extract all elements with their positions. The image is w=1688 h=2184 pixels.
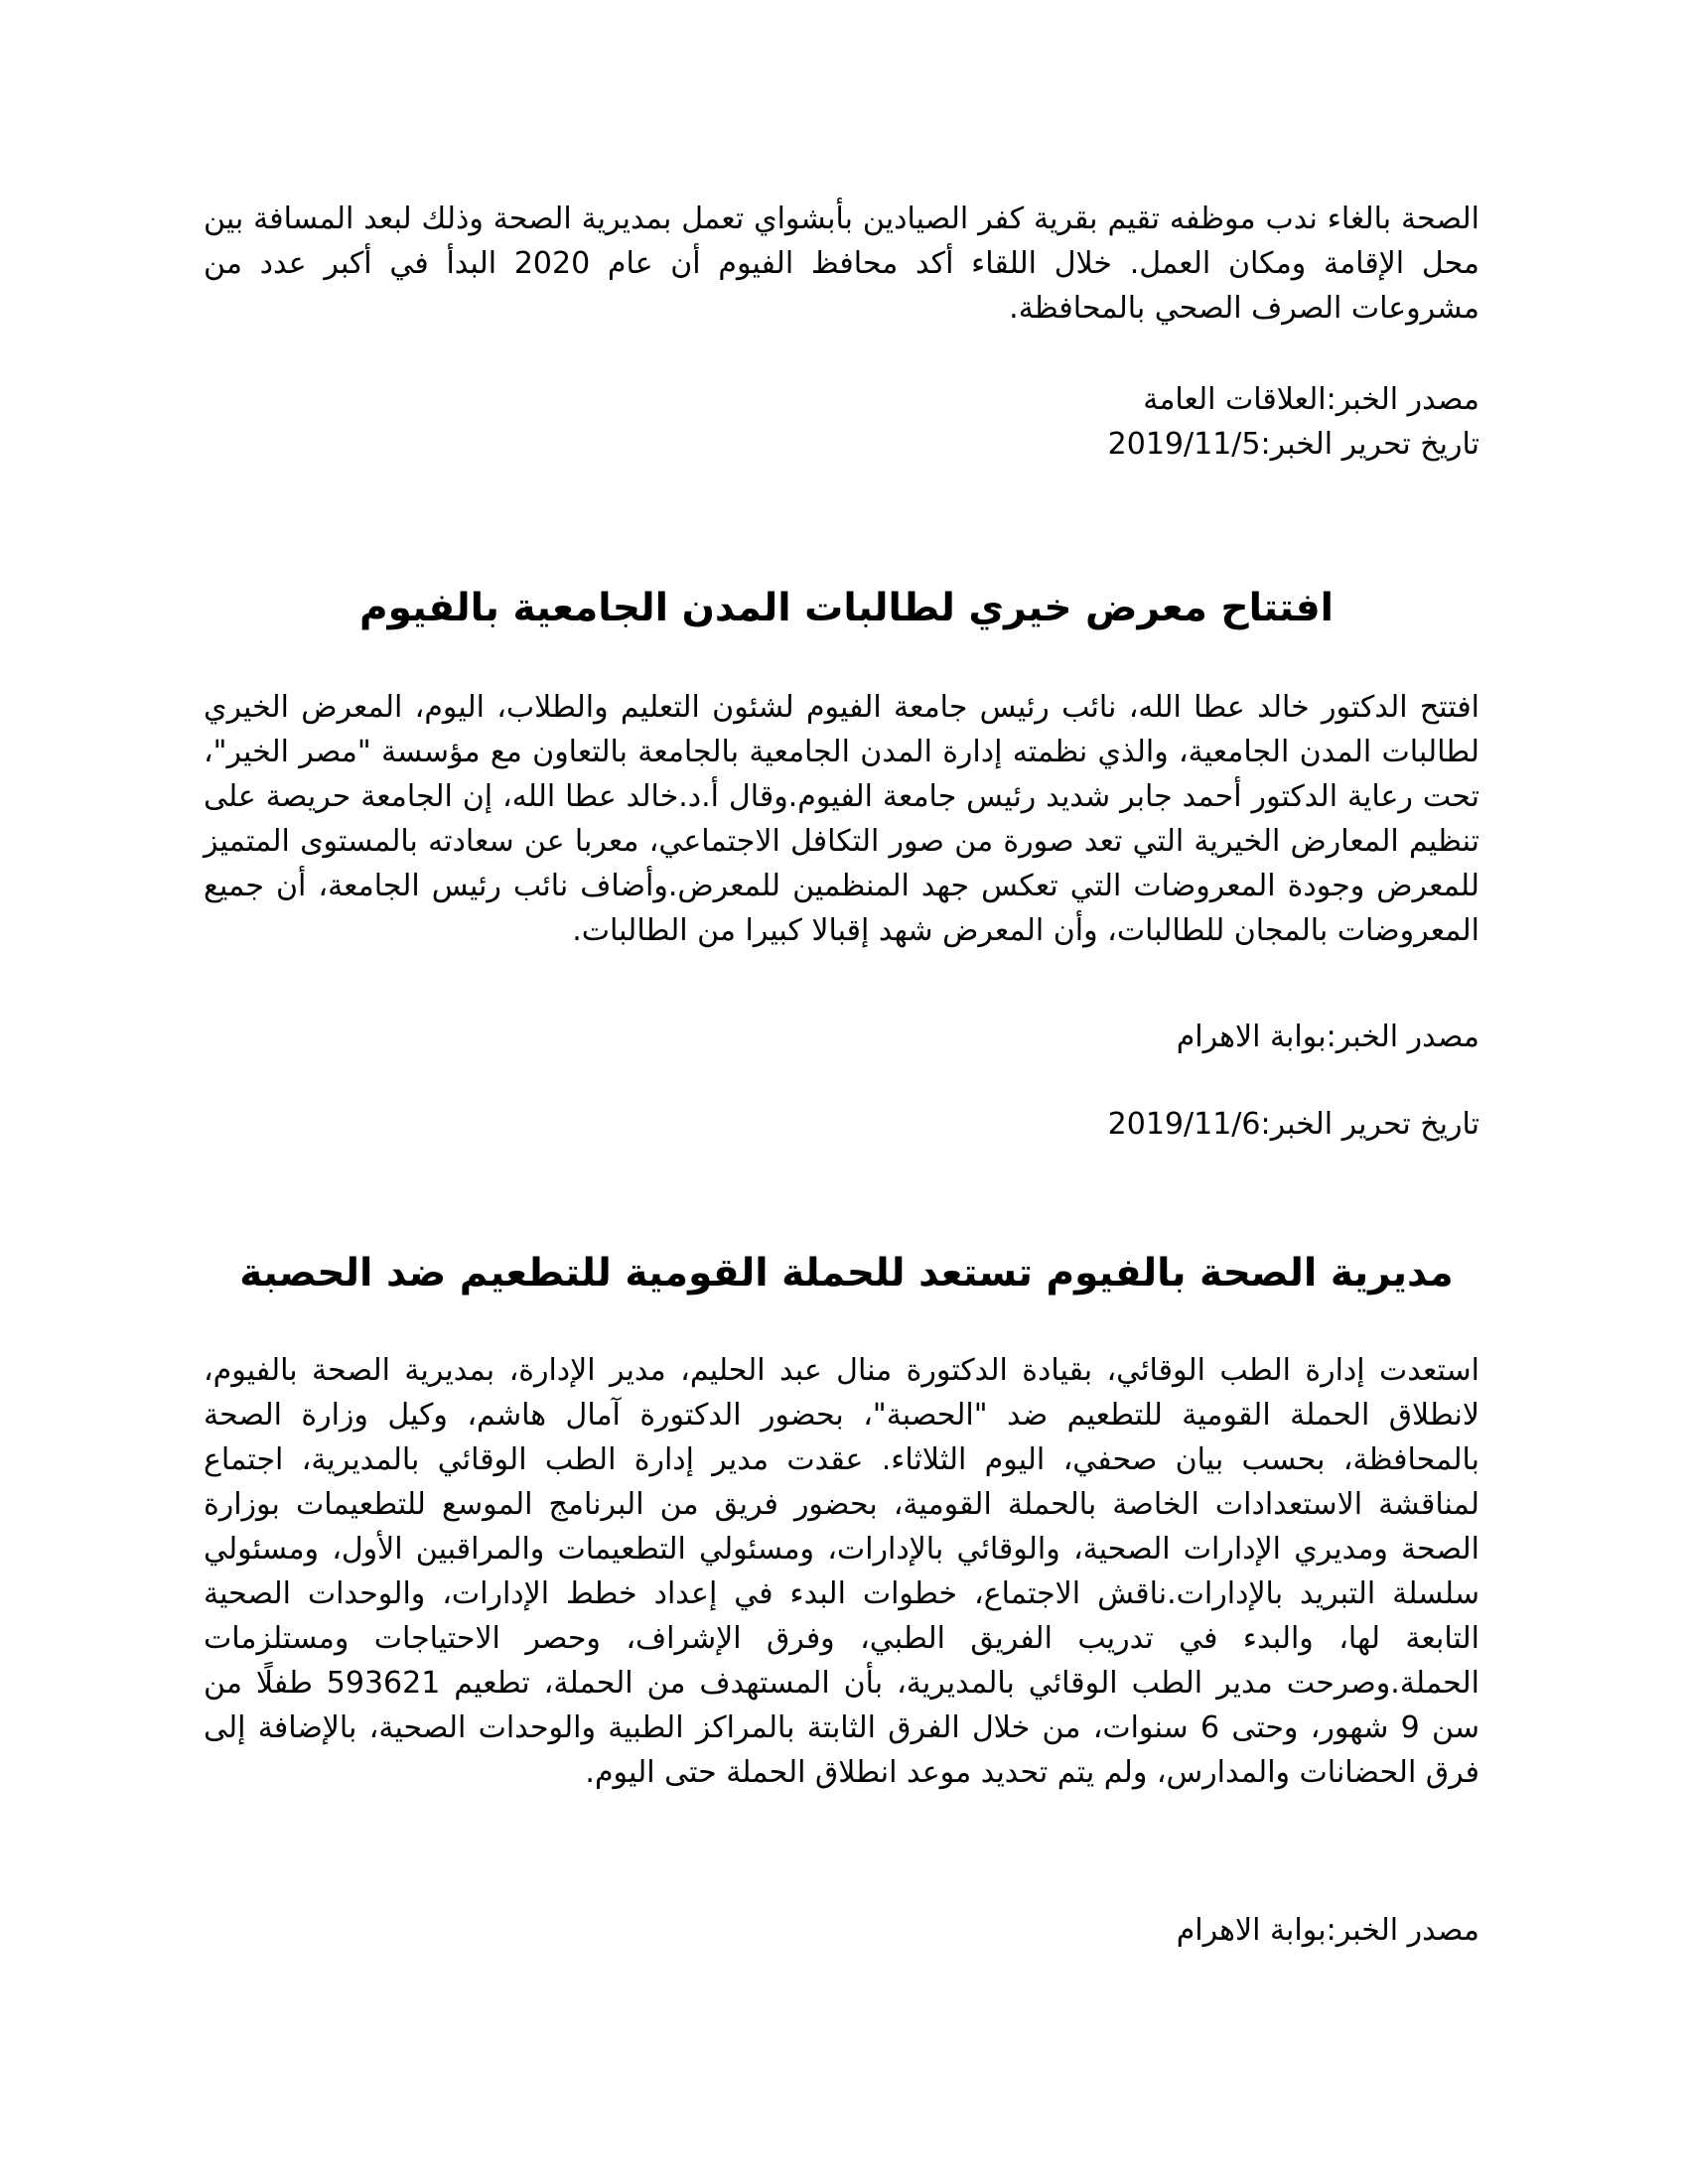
article-2-source: مصدر الخبر:بوابة الاهرام xyxy=(1176,1020,1479,1054)
article-3-title: مديرية الصحة بالفيوم تستعد للحملة القومية للتطعيم ضد الحصبة xyxy=(239,1251,1454,1296)
article-2-body: افتتح الدكتور خالد عطا الله، نائب رئيس جامعة الفيوم لشئون التعليم والطلاب، اليوم، المعرض الخيري لطالبات المدن الجامعية، والذي نظمته إدارة المدن الجامعية بالجامعة بالتعاون مع مؤسسة "مصر الخير"، تحت رعاية الدكتور أحمد جابر شديد رئيس جامعة الفيوم.وقال أ.د.خالد عطا الله، إن الجامعة حريصة على تنظيم المعارض الخيرية التي تعد صورة من صور التكافل الاجتماعي، معربا عن سعادته بالمستوى المتميز للمعرض وجودة المعروضات التي تعكس جهد المنظمين للمعرض.وأضاف نائب رئيس الجامعة، أن جميع المعروضات بالمجان للطالبات، وأن المعرض شهد إقبالا كبيرا من الطالبات. xyxy=(204,690,1479,948)
article-1-date: تاريخ تحرير الخبر:2019/11/5 xyxy=(1107,427,1479,462)
article-3-body: استعدت إدارة الطب الوقائي، بقيادة الدكتورة منال عبد الحليم، مدير الإدارة، بمديرية الصحة بالفيوم، لانطلاق الحملة القومية للتطعيم ضد "الحصبة"، بحضور الدكتورة آمال هاشم، وكيل وزارة الصحة بالمحافظة، بحسب بيان صحفي، اليوم الثلاثاء. عقدت مدير إدارة الطب الوقائي بالمديرية، اجتماع لمناقشة الاستعدادات الخاصة بالحملة القومية، بحضور فريق من البرنامج الموسع للتطعيمات بوزارة الصحة ومديري الإدارات الصحية، والوقائي بالإدارات، ومسئولي التطعيمات والمراقبين الأول، ومسئولي سلسلة التبريد بالإدارات.ناقش الاجتماع، خطوات البدء في إعداد خطط الإدارات، والوحدات الصحية التابعة لها، والبدء في تدريب الفريق الطبي، وفرق الإشراف، وحصر الاحتياجات ومستلزمات الحملة.وصرحت مدير الطب الوقائي بالمديرية، بأن المستهدف من الحملة، تطعيم 593621 طفلًا من سن 9 شهور، وحتى 6 سنوات، من خلال الفرق الثابتة بالمراكز الطبية والوحدات الصحية، بالإضافة إلى فرق الحضانات والمدارس، ولم يتم تحديد موعد انطلاق الحملة حتى اليوم. xyxy=(204,1353,1480,1790)
article-2-title: افتتاح معرض خيري لطالبات المدن الجامعية بالفيوم xyxy=(359,586,1334,630)
article-2-date: تاريخ تحرير الخبر:2019/11/6 xyxy=(1107,1107,1479,1142)
article-3-source: مصدر الخبر:بوابة الاهرام xyxy=(1176,1913,1479,1948)
article-1-body: الصحة بالغاء ندب موظفه تقيم بقرية كفر الصيادين بأبشواي تعمل بمديرية الصحة وذلك لبعد المسافة بين محل الإقامة ومكان العمل. خلال اللقاء أكد محافظ الفيوم أن عام 2020 البدأ في أكبر عدد من مشروعات الصرف الصحي بالمحافظة. xyxy=(204,202,1479,326)
article-1-source: مصدر الخبر:العلاقات العامة xyxy=(1143,382,1479,417)
